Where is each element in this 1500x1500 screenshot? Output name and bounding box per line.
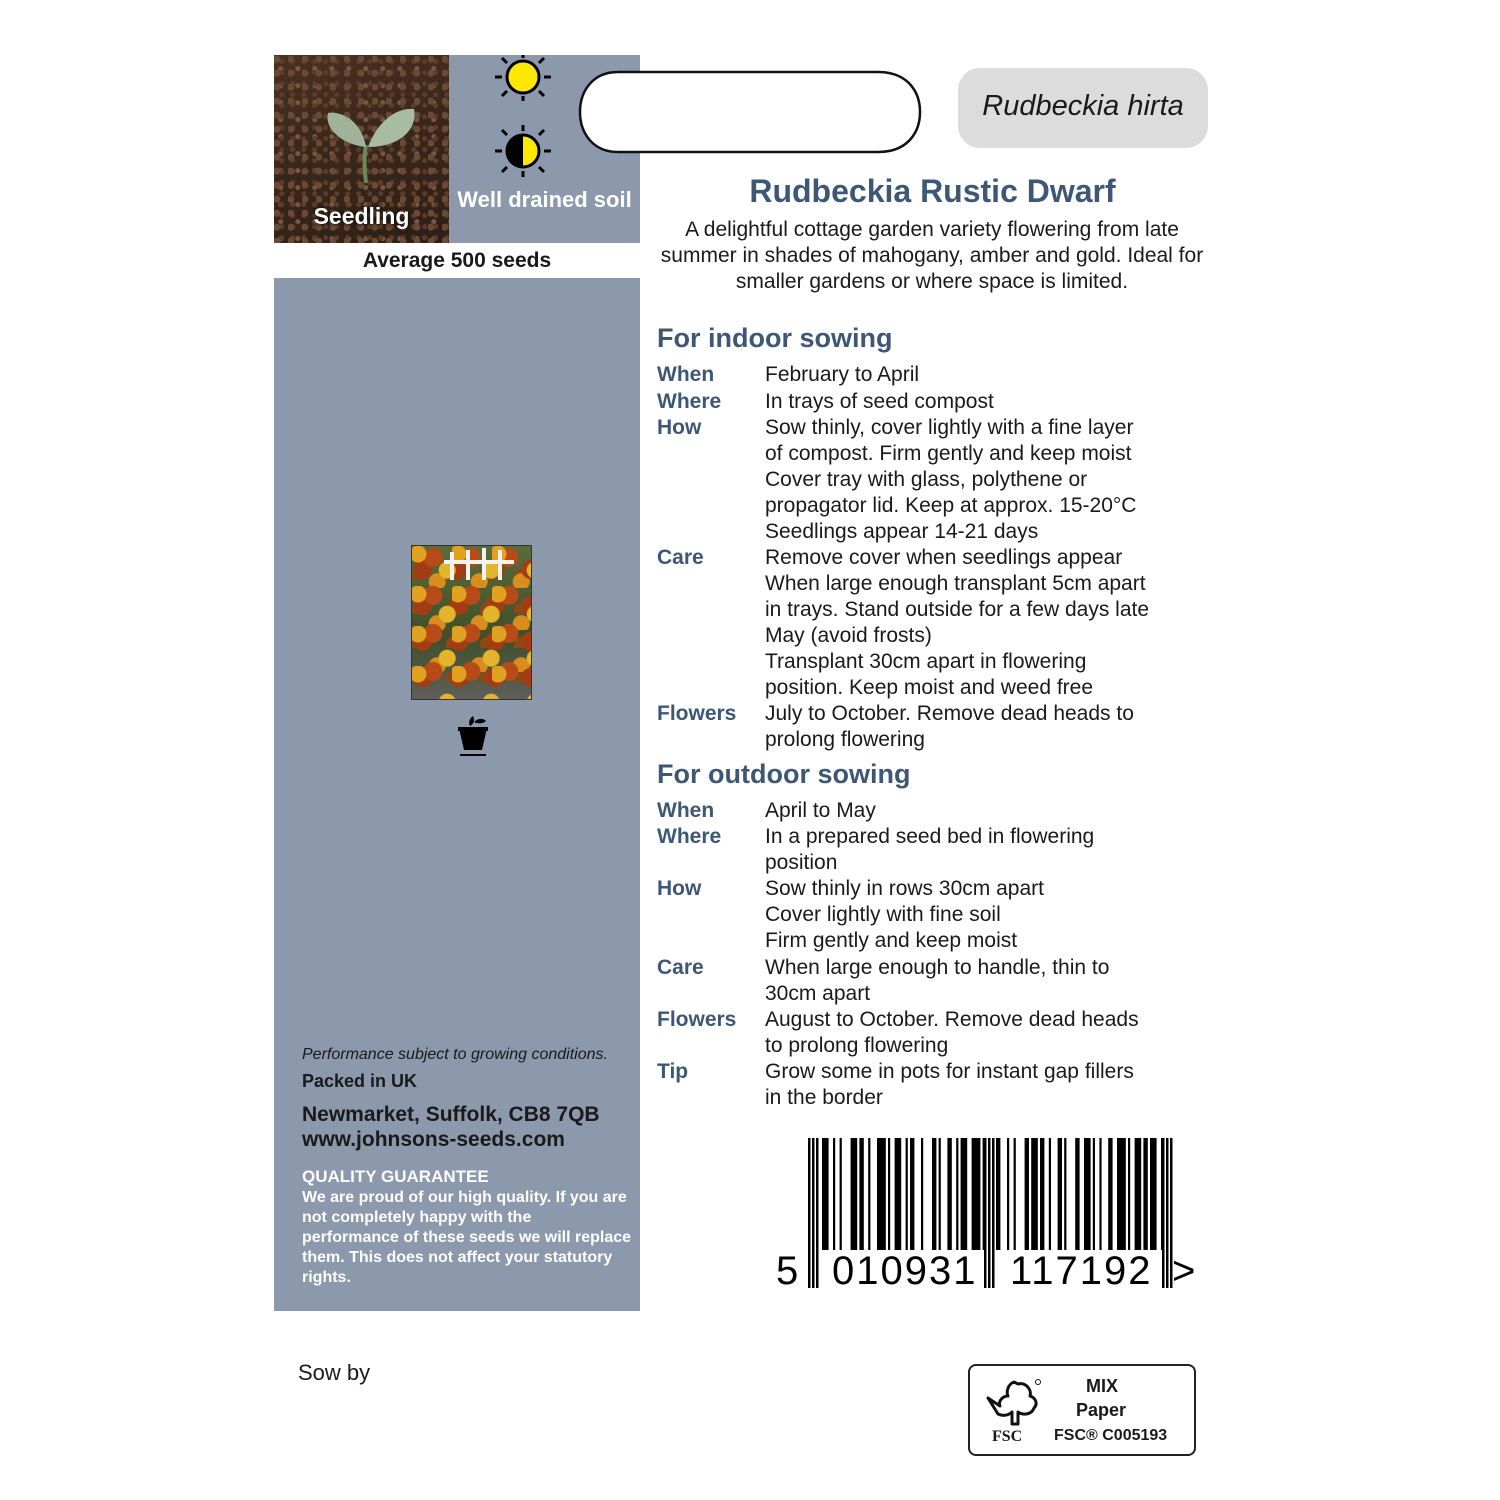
company-website[interactable]: www.johnsons-seeds.com [302,1128,565,1151]
barcode-bar [1049,1138,1051,1250]
quality-guarantee-title: QUALITY GUARANTEE [302,1167,489,1186]
outdoor-flowers-label: Flowers [657,1008,737,1031]
barcode-bar [1007,1138,1009,1250]
outdoor-care-value: When large enough to handle, thin to 30cm apart [765,956,1110,1005]
quality-guarantee-body: We are proud of our high quality. If you are not completely happy with the performance of these seeds we will replace them. This does not affect your statutory rights. [302,1189,632,1286]
barcode-bar [833,1138,835,1250]
barcode-bar [996,1138,1000,1250]
indoor-care-label: Care [657,546,704,569]
latin-name-badge [958,68,1208,148]
barcode-bar [1058,1138,1062,1250]
outdoor-tip-label: Tip [657,1060,689,1083]
barcode-bar [939,1138,941,1250]
outdoor-sowing-heading: For outdoor sowing [657,759,911,789]
indoor-when-label: When [657,363,715,386]
fsc-abbreviation: FSC [992,1428,1023,1445]
barcode-guard-bar [812,1138,815,1288]
barcode-bar [1099,1138,1101,1250]
outdoor-flowers-value: August to October. Remove dead heads to prolong flowering [765,1008,1139,1057]
outdoor-when-label: When [657,799,715,822]
outdoor-where-label: Where [657,825,722,848]
packed-note: Packed in UK [302,1071,418,1091]
outdoor-care-label: Care [657,956,704,979]
fsc-tree-icon [984,1374,1044,1428]
packet-window-outline [578,70,922,154]
partial-shade-icon [485,121,561,185]
barcode-bar [932,1138,936,1250]
barcode-bar [910,1138,914,1250]
product-title: Rudbeckia Rustic Dwarf [749,173,1116,209]
barcode-bar [1143,1138,1147,1250]
barcode-bar [1150,1138,1157,1250]
sow-by-label: Sow by [298,1360,371,1385]
indoor-sowing-heading: For indoor sowing [657,323,893,353]
barcode-bar [895,1138,902,1250]
barcode-bar [851,1138,858,1250]
outdoor-when-value: April to May [765,799,876,822]
indoor-where-value: In trays of seed compost [765,390,994,413]
barcode-bar [1064,1138,1066,1250]
seedling-label: Seedling [313,203,410,229]
latin-name: Rudbeckia hirta [982,90,1184,122]
barcode-arrow: > [1172,1249,1196,1288]
barcode-bar [947,1138,951,1250]
seedling-leaves-icon [314,95,424,195]
barcode-bar [1075,1138,1079,1250]
barcode [770,1138,1202,1288]
barcode-bar [1084,1138,1091,1250]
barcode-right-digits: 117192 [1010,1249,1153,1288]
barcode-left-digits: 010931 [832,1249,978,1288]
barcode-bar [961,1138,968,1250]
barcode-guard-bar [988,1138,991,1288]
outdoor-where-value: In a prepared seed bed in flowering position [765,825,1095,874]
seed-count-bar [274,243,640,278]
product-description: A delightful cottage garden variety flowering from late summer in shades of mahogany, amber and gold. Ideal for smaller gardens or where space is limited. [660,218,1204,293]
indoor-when-value: February to April [765,363,920,386]
barcode-guard-bar [992,1138,995,1288]
performance-note: Performance subject to growing conditions. [302,1046,608,1063]
barcode-guard-bar [816,1138,819,1288]
barcode-bar [888,1138,890,1250]
indoor-flowers-label: Flowers [657,702,737,725]
fsc-paper-label: Paper [1076,1400,1127,1420]
indoor-flowers-value: July to October. Remove dead heads to prolong flowering [765,702,1134,751]
barcode-bar [1040,1138,1044,1250]
barcode-bar [822,1138,829,1250]
outdoor-how-value: Sow thinly in rows 30cm apart Cover lightly with fine soil Firm gently and keep moist [765,877,1044,952]
barcode-bar [956,1138,958,1250]
barcode-bar [906,1138,908,1250]
barcode-bar [1128,1138,1130,1250]
barcode-bar [840,1138,842,1250]
barcode-guard-bar [984,1138,987,1288]
indoor-care-value: Remove cover when seedlings appear When large enough transplant 5cm apart in trays. Stand outside for a few days late May (avoid frosts) Transplant 30cm apart in flowering position. Keep moist and weed free [765,546,1150,699]
barcode-bar [1025,1138,1029,1250]
barcode-bar [921,1138,923,1250]
barcode-bar [1117,1138,1126,1250]
barcode-bar [1031,1138,1038,1250]
barcode-guard-bar [1166,1138,1169,1288]
indoor-how-value: Sow thinly, cover lightly with a fine layer of compost. Firm gently and keep moist Cover tray with glass, polythene or propagator lid. Keep at approx. 15-20°C Seedlings appear 14-21 days [765,416,1137,543]
barcode-bar [972,1138,981,1250]
barcode-guard-bar [1162,1138,1165,1288]
barcode-guard-bar [808,1138,811,1288]
barcode-bar [859,1138,863,1250]
barcode-bar [1014,1138,1016,1250]
seedling-photo [274,55,449,243]
seed-count-label: Average 500 seeds [362,249,552,272]
fsc-license-code: FSC® C005193 [1054,1427,1168,1444]
outdoor-how-label: How [657,877,702,900]
outdoor-tip-value: Grow some in pots for instant gap fillers in the border [765,1060,1134,1109]
soil-label: Well drained soil [457,187,632,212]
fsc-mix-label: MIX [1086,1376,1119,1396]
barcode-first-digit: 5 [776,1249,799,1288]
barcode-bar [868,1138,870,1250]
fsc-certification-badge [968,1364,1196,1456]
barcode-bar [1108,1138,1112,1250]
full-sun-icon [485,55,561,119]
barcode-bar [877,1138,886,1250]
barcode-bar [1135,1138,1142,1250]
company-address: Newmarket, Suffolk, CB8 7QB [302,1103,600,1126]
photo-fence-detail [444,548,514,580]
barcode-bar [1093,1138,1095,1250]
johnsons-pot-logo [456,712,490,760]
indoor-where-label: Where [657,390,722,413]
indoor-how-label: How [657,416,702,439]
